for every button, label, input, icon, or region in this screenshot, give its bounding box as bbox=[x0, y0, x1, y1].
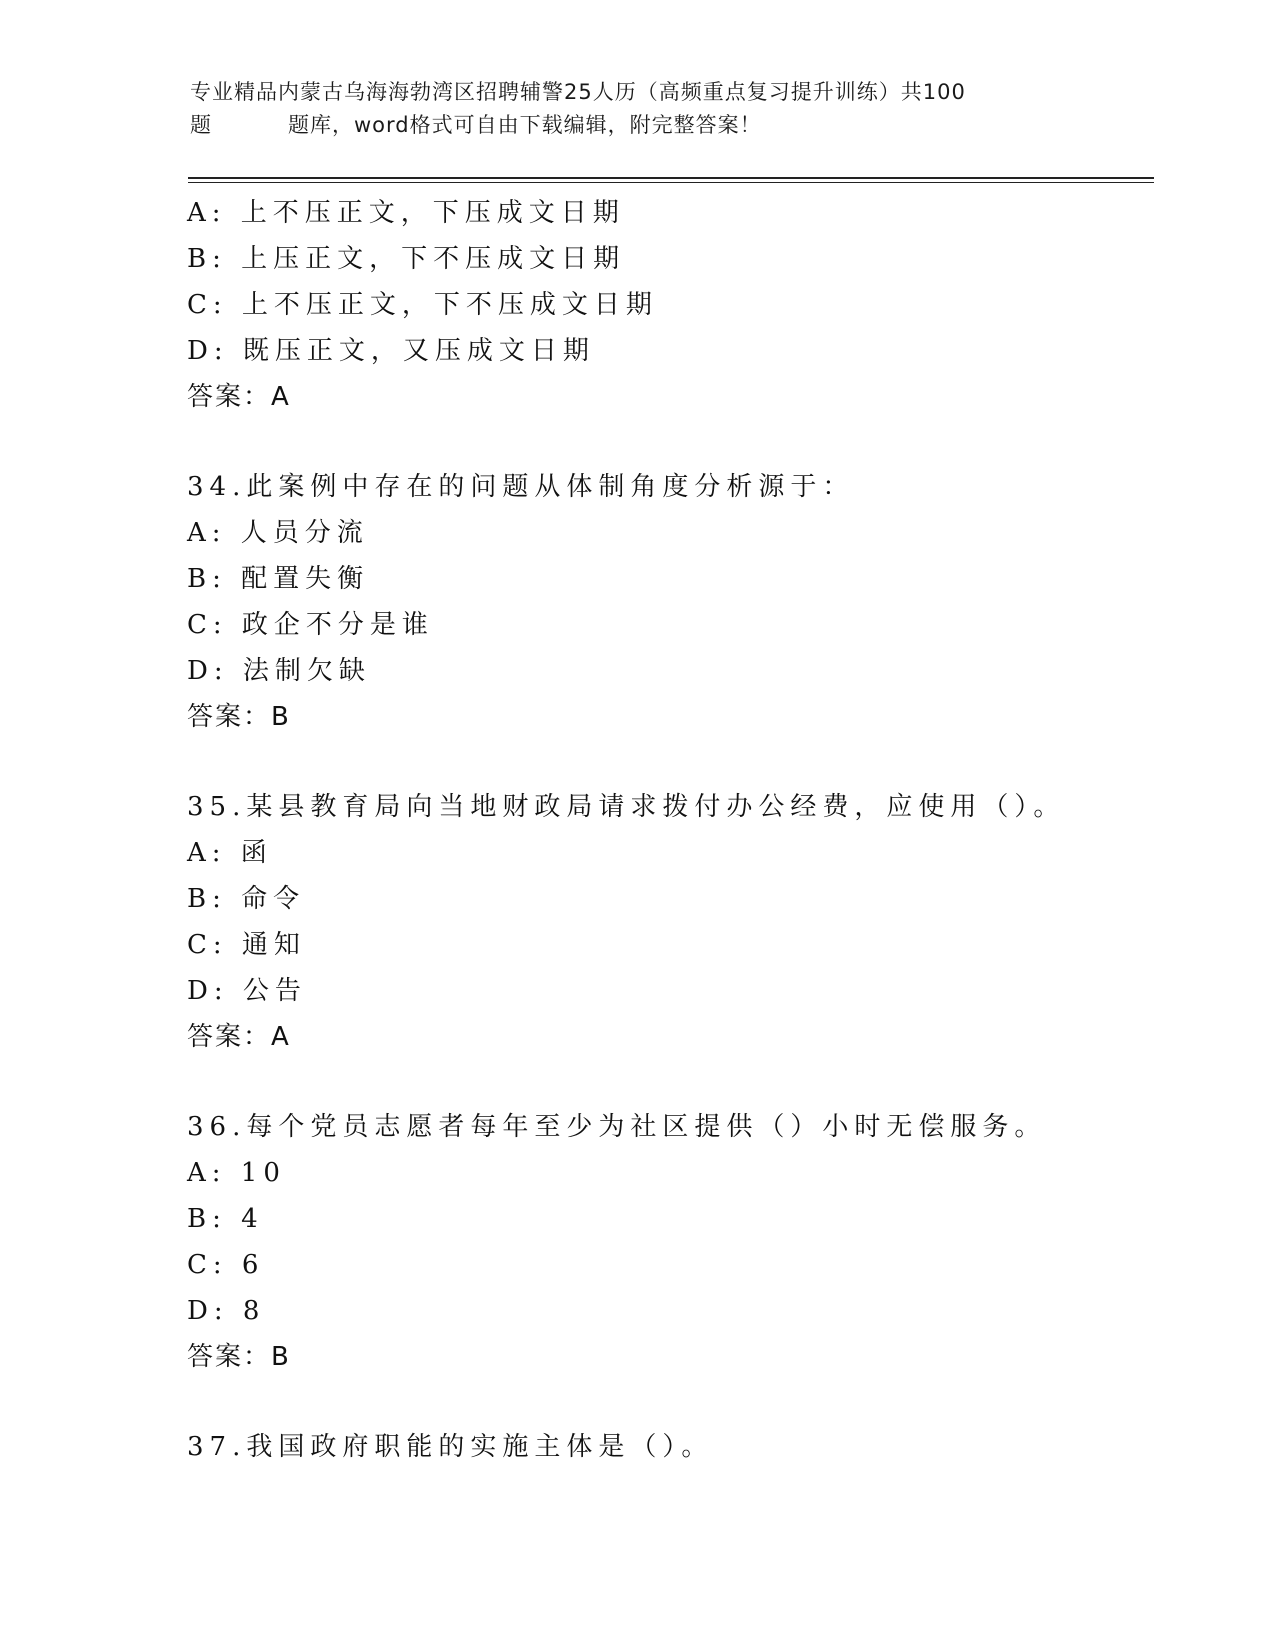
header-title-line2-right: 题库，word格式可自由下载编辑，附完整答案！ bbox=[288, 113, 762, 137]
header-title-line1: 专业精品内蒙古乌海海勃湾区招聘辅警25人历（高频重点复习提升训练）共100 bbox=[190, 80, 966, 104]
question-35 bbox=[187, 784, 1147, 1060]
header-divider-thick bbox=[188, 177, 1154, 179]
question-text: 36.每个党员志愿者每年至少为社区提供（）小时无偿服务。 bbox=[187, 1112, 1047, 1142]
question-text: 34.此案例中存在的问题从体制角度分析源于： bbox=[187, 472, 855, 502]
spacer bbox=[187, 1060, 1147, 1104]
spacer bbox=[187, 420, 1147, 464]
answer: 答案：A bbox=[187, 382, 291, 412]
option-d: D: 8 bbox=[187, 1296, 266, 1326]
question-text: 37.我国政府职能的实施主体是（）。 bbox=[187, 1432, 714, 1462]
option-a: A: 上不压正文，下压成文日期 bbox=[187, 198, 625, 228]
question-34 bbox=[187, 464, 1147, 740]
option-c: C: 上不压正文，下不压成文日期 bbox=[187, 290, 658, 320]
header-title-line2-left: 题 bbox=[190, 113, 212, 137]
option-b: B: 4 bbox=[187, 1204, 264, 1234]
option-a: A: 人员分流 bbox=[187, 518, 369, 548]
question-36 bbox=[187, 1104, 1147, 1380]
option-b: B: 命令 bbox=[187, 884, 306, 914]
option-b: B: 配置失衡 bbox=[187, 564, 370, 594]
answer: 答案：B bbox=[187, 1342, 291, 1372]
option-a: A: 10 bbox=[187, 1158, 286, 1188]
document-header bbox=[190, 76, 1070, 142]
option-c: C: 6 bbox=[187, 1250, 265, 1280]
option-a: A: 函 bbox=[187, 838, 273, 868]
option-c: C: 通知 bbox=[187, 930, 306, 960]
question-list bbox=[187, 190, 1147, 1470]
answer: 答案：B bbox=[187, 702, 291, 732]
answer: 答案：A bbox=[187, 1022, 291, 1052]
spacer bbox=[187, 1380, 1147, 1424]
option-b: B: 上压正文，下不压成文日期 bbox=[187, 244, 626, 274]
spacer bbox=[187, 740, 1147, 784]
option-c: C: 政企不分是谁 bbox=[187, 610, 434, 640]
option-d: D: 公告 bbox=[187, 976, 307, 1006]
option-d: D: 法制欠缺 bbox=[187, 656, 371, 686]
question-text: 35.某县教育局向当地财政局请求拨付办公经费，应使用（）。 bbox=[187, 792, 1066, 822]
question-37 bbox=[187, 1424, 1147, 1470]
question-33 bbox=[187, 190, 1147, 420]
header-title-line2 bbox=[190, 109, 1070, 142]
option-d: D: 既压正文，又压成文日期 bbox=[187, 336, 595, 366]
header-divider-thin bbox=[188, 182, 1154, 183]
